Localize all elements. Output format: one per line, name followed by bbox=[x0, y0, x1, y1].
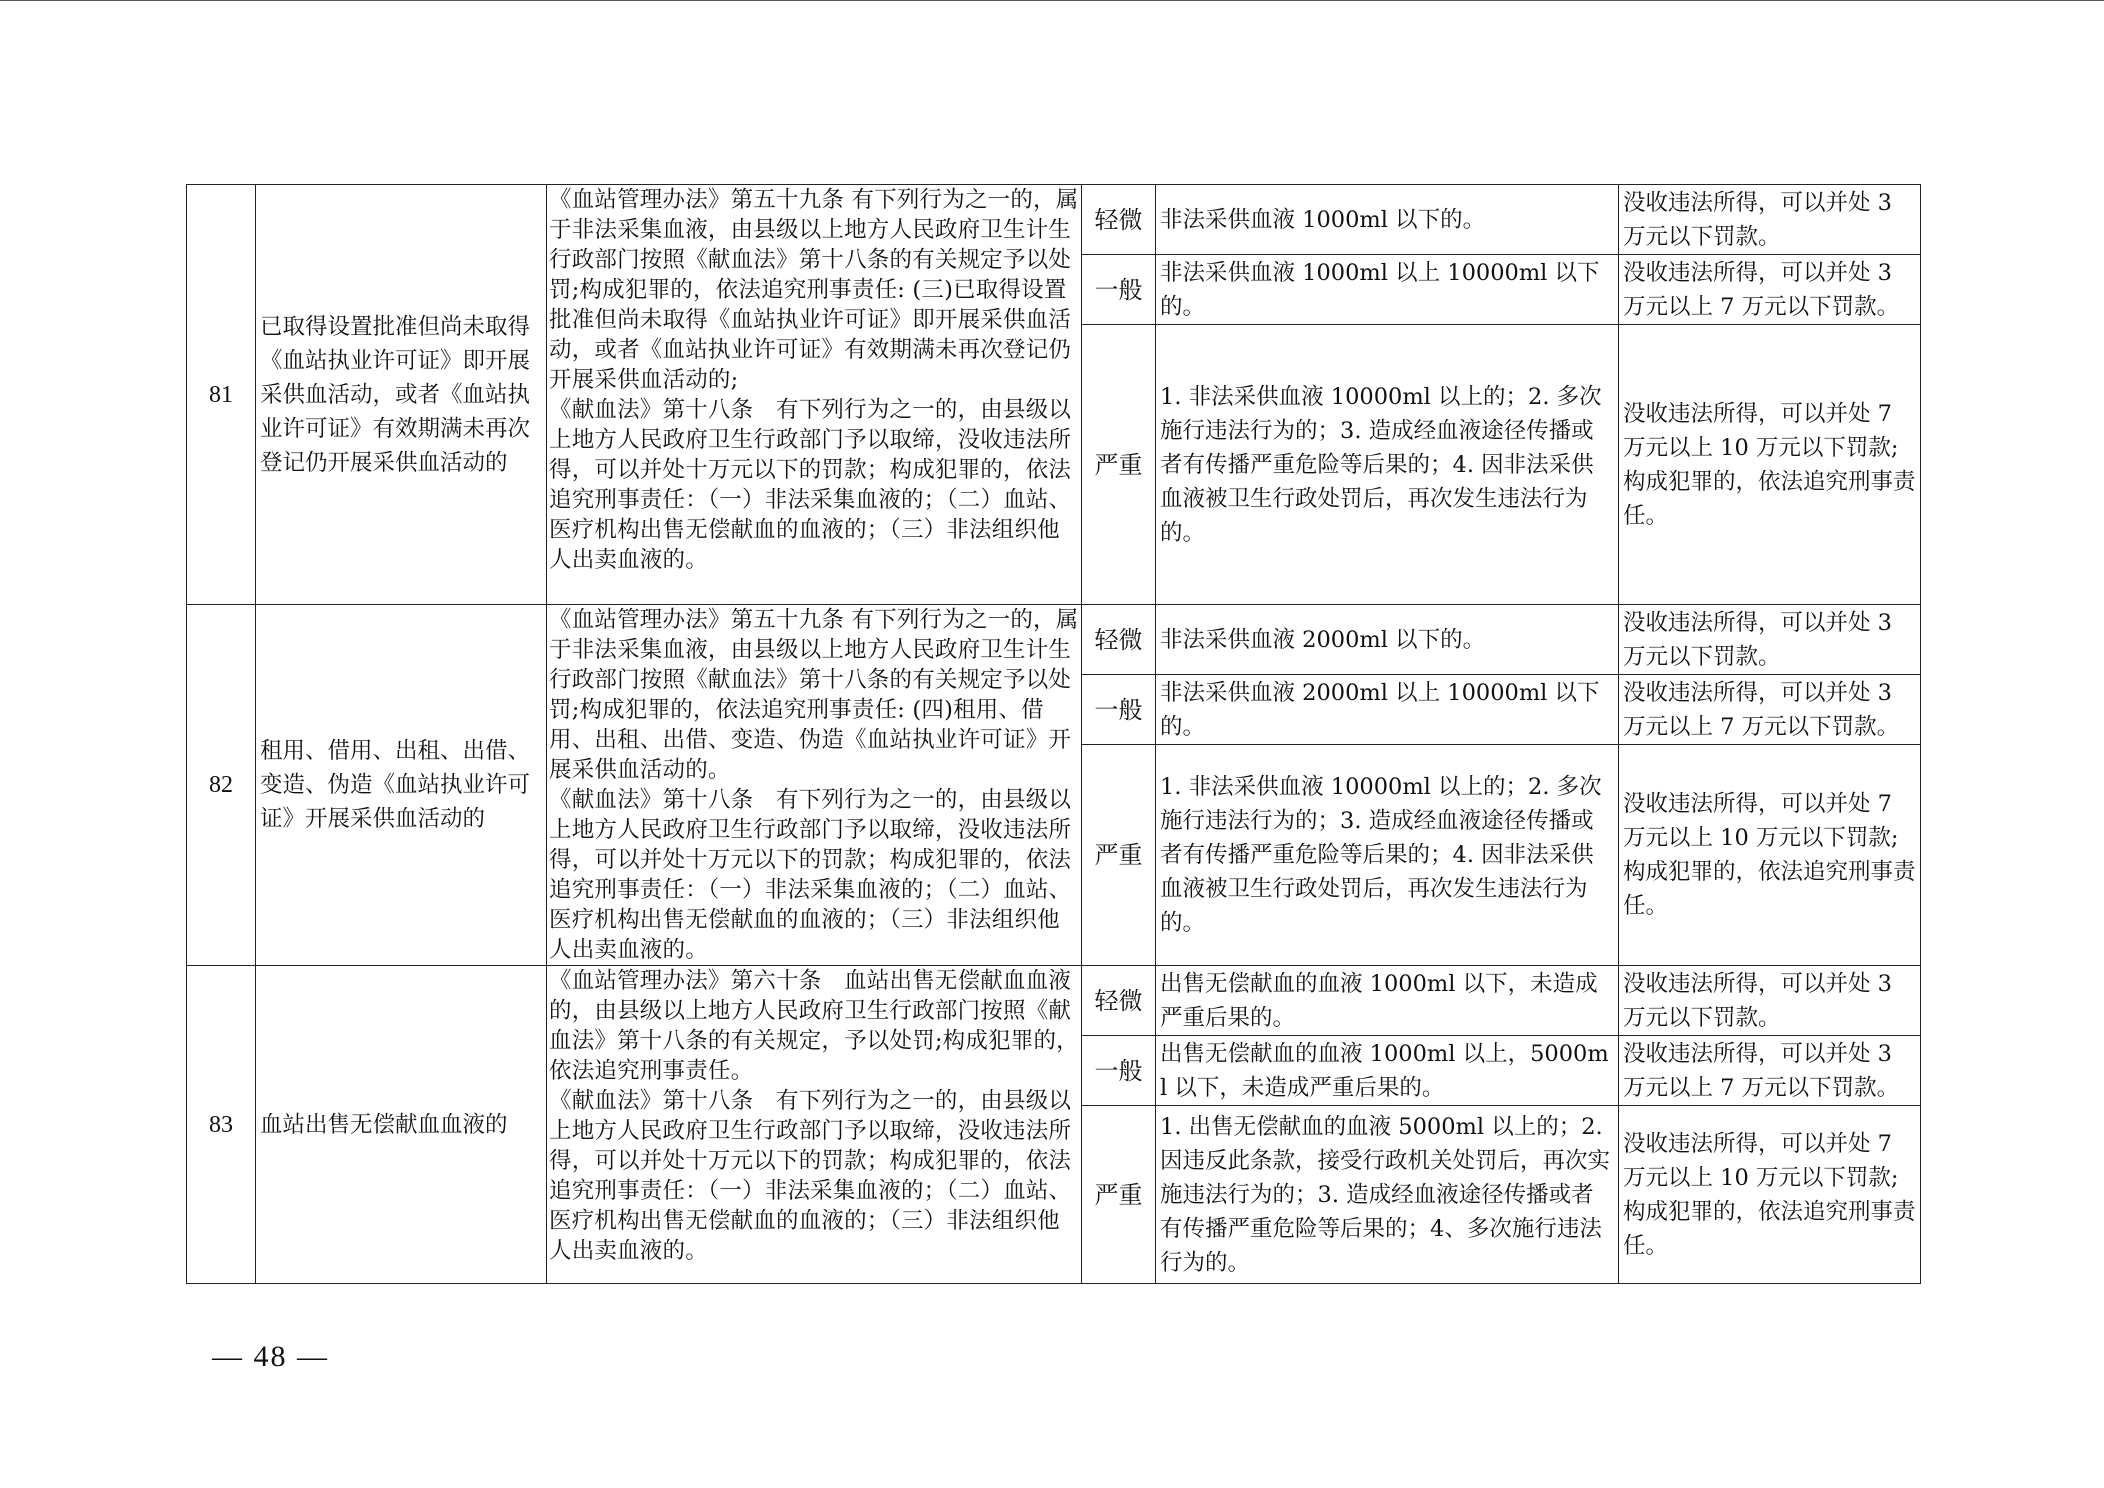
level-label: 严重 bbox=[1082, 325, 1156, 605]
legal-basis: 《血站管理办法》第五十九条 有下列行为之一的，属于非法采集血液，由县级以上地方人民政府卫生计生行政部门按照《献血法》第十八条的有关规定予以处罚;构成犯罪的，依法追究刑事责任: (三)已取得设置批准但尚未取得《血站执业许可证》即开展采供血活动，或者《血站执业许可证》有效期满未再次登记仍开展采供血活动的; 《献血法》第十八条 有下列行为之一的，由县级以上地方人民政府卫生行政部门予以取缔，没收违法所得，可以并处十万元以下的罚款；构成犯罪的，依法追究刑事责任：（一）非法采集血液的；（二）血站、医疗机构出售无偿献血的血液的；（三）非法组织他人出卖血液的。 bbox=[547, 185, 1082, 605]
circumstance-cell: 1. 出售无偿献血的血液 5000ml 以上的；2. 因违反此条款，接受行政机关处罚后，再次实施违法行为的；3. 造成经血液途径传播或者有传播严重危险等后果的；4、多次施行违法行为的。 bbox=[1156, 1106, 1619, 1284]
circumstance-cell: 非法采供血液 2000ml 以下的。 bbox=[1156, 605, 1619, 675]
circumstance-cell: 1. 非法采供血液 10000ml 以上的；2. 多次施行违法行为的；3. 造成经血液途径传播或者有传播严重危险等后果的；4. 因非法采供血液被卫生行政处罚后，再次发生违法行为的。 bbox=[1156, 745, 1619, 966]
penalty-cell: 没收违法所得，可以并处 3 万元以上 7 万元以下罚款。 bbox=[1619, 675, 1921, 745]
legal-basis: 《血站管理办法》第六十条 血站出售无偿献血血液的，由县级以上地方人民政府卫生行政部门按照《献血法》第十八条的有关规定，予以处罚;构成犯罪的，依法追究刑事责任。 《献血法》第十八条 有下列行为之一的，由县级以上地方人民政府卫生行政部门予以取缔，没收违法所得，可以并处十万元以下的罚款；构成犯罪的，依法追究刑事责任：（一）非法采集血液的；（二）血站、医疗机构出售无偿献血的血液的；（三）非法组织他人出卖血液的。 bbox=[547, 966, 1082, 1284]
circumstance-cell: 非法采供血液 1000ml 以上 10000ml 以下的。 bbox=[1156, 255, 1619, 325]
circumstance-cell: 出售无偿献血的血液 1000ml 以下，未造成严重后果的。 bbox=[1156, 966, 1619, 1036]
level-label: 轻微 bbox=[1082, 966, 1156, 1036]
penalty-cell: 没收违法所得，可以并处 3 万元以下罚款。 bbox=[1619, 605, 1921, 675]
level-label: 轻微 bbox=[1082, 605, 1156, 675]
violation-behavior: 血站出售无偿献血血液的 bbox=[256, 966, 547, 1284]
circumstance-cell: 1. 非法采供血液 10000ml 以上的；2. 多次施行违法行为的；3. 造成经血液途径传播或者有传播严重危险等后果的；4. 因非法采供血液被卫生行政处罚后，再次发生违法行为的。 bbox=[1156, 325, 1619, 605]
item-number: 82 bbox=[187, 605, 256, 966]
penalty-cell: 没收违法所得，可以并处 3 万元以上 7 万元以下罚款。 bbox=[1619, 1036, 1921, 1106]
table-row bbox=[187, 185, 1921, 255]
circumstance-cell: 非法采供血液 2000ml 以上 10000ml 以下的。 bbox=[1156, 675, 1619, 745]
penalty-cell: 没收违法所得，可以并处 3 万元以下罚款。 bbox=[1619, 966, 1921, 1036]
violation-behavior: 租用、借用、出租、出借、变造、伪造《血站执业许可证》开展采供血活动的 bbox=[256, 605, 547, 966]
top-rule bbox=[0, 0, 2104, 1]
violation-behavior: 已取得设置批准但尚未取得《血站执业许可证》即开展采供血活动，或者《血站执业许可证》有效期满未再次登记仍开展采供血活动的 bbox=[256, 185, 547, 605]
circumstance-cell: 非法采供血液 1000ml 以下的。 bbox=[1156, 185, 1619, 255]
penalty-cell: 没收违法所得，可以并处 3 万元以下罚款。 bbox=[1619, 185, 1921, 255]
table-row bbox=[187, 605, 1921, 675]
circumstance-cell: 出售无偿献血的血液 1000ml 以上，5000ml 以下，未造成严重后果的。 bbox=[1156, 1036, 1619, 1106]
level-label: 一般 bbox=[1082, 1036, 1156, 1106]
item-number: 81 bbox=[187, 185, 256, 605]
penalty-cell: 没收违法所得，可以并处 7 万元以上 10 万元以下罚款;构成犯罪的，依法追究刑事责任。 bbox=[1619, 1106, 1921, 1284]
legal-basis: 《血站管理办法》第五十九条 有下列行为之一的，属于非法采集血液，由县级以上地方人民政府卫生计生行政部门按照《献血法》第十八条的有关规定予以处罚;构成犯罪的，依法追究刑事责任: (四)租用、借用、出租、出借、变造、伪造《血站执业许可证》开展采供血活动的。 《献血法》第十八条 有下列行为之一的，由县级以上地方人民政府卫生行政部门予以取缔，没收违法所得，可以并处十万元以下的罚款；构成犯罪的，依法追究刑事责任：（一）非法采集血液的；（二）血站、医疗机构出售无偿献血的血液的；（三）非法组织他人出卖血液的。 bbox=[547, 605, 1082, 966]
level-label: 严重 bbox=[1082, 1106, 1156, 1284]
penalty-cell: 没收违法所得，可以并处 7 万元以上 10 万元以下罚款;构成犯罪的，依法追究刑事责任。 bbox=[1619, 325, 1921, 605]
level-label: 严重 bbox=[1082, 745, 1156, 966]
level-label: 轻微 bbox=[1082, 185, 1156, 255]
page-number: — 48 — bbox=[212, 1340, 329, 1373]
level-label: 一般 bbox=[1082, 255, 1156, 325]
table-row bbox=[187, 966, 1921, 1036]
penalty-cell: 没收违法所得，可以并处 7 万元以上 10 万元以下罚款;构成犯罪的，依法追究刑事责任。 bbox=[1619, 745, 1921, 966]
level-label: 一般 bbox=[1082, 675, 1156, 745]
item-number: 83 bbox=[187, 966, 256, 1284]
penalty-cell: 没收违法所得，可以并处 3 万元以上 7 万元以下罚款。 bbox=[1619, 255, 1921, 325]
penalty-discretion-table bbox=[186, 184, 1921, 1284]
